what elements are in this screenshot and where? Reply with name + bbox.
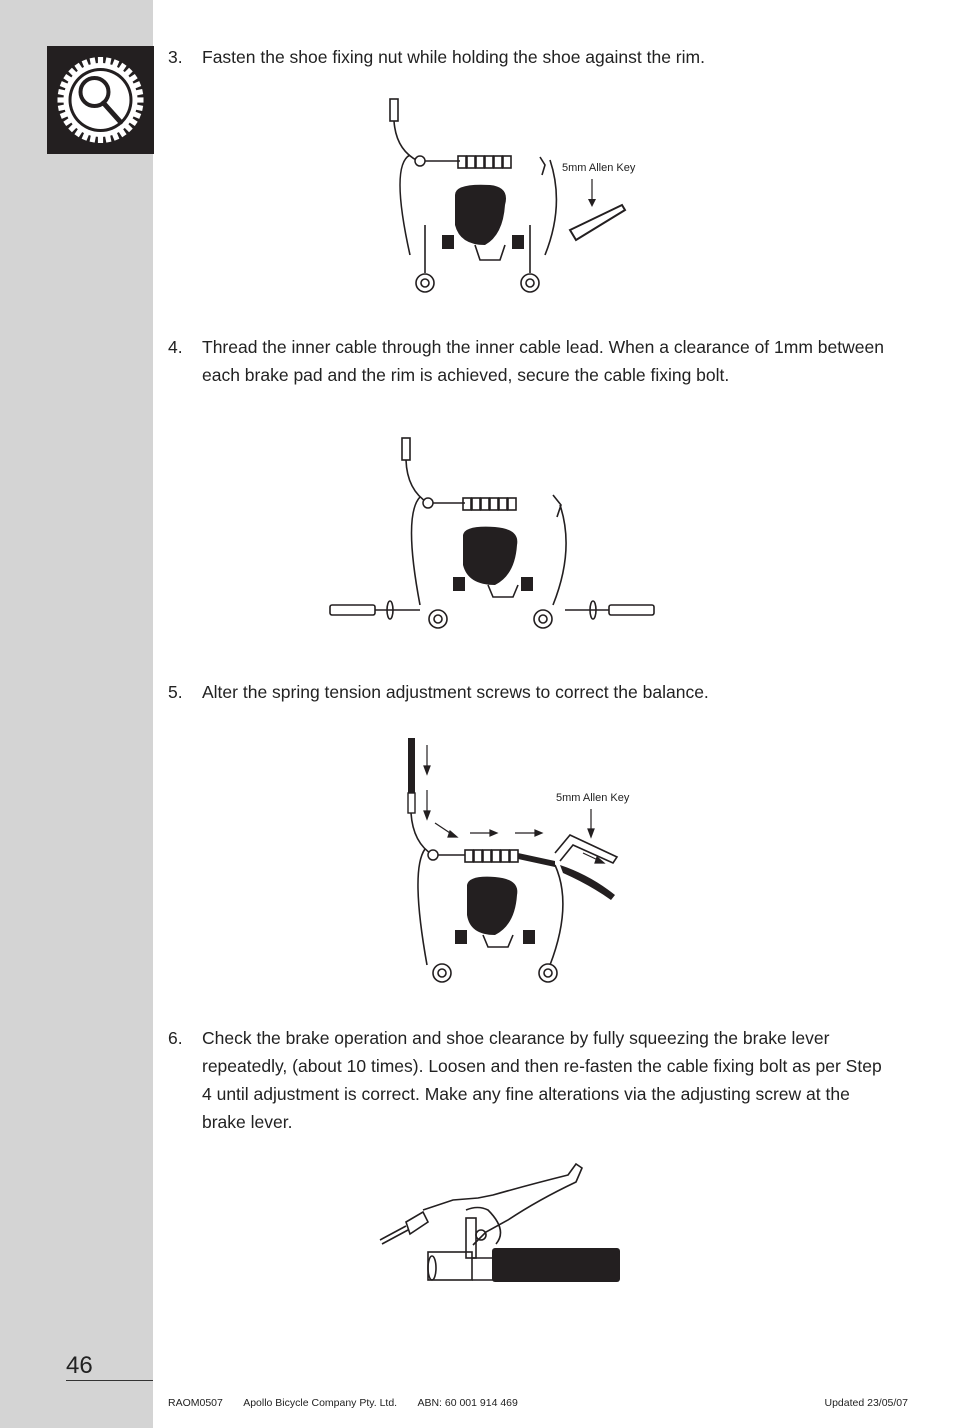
step-text: Check the brake operation and shoe clearance by fully squeezing the brake lever repeatedly, (about 10 times). Loosen and then re-fasten the cable fixing bolt as per Step 4 until adjustment is correct. Make any fine alterations via the adjusting screw at the brake lever. [202,1028,882,1132]
footer-updated: Updated 23/05/07 [824,1397,908,1409]
step-number: 6. [168,1028,183,1048]
step-text: Thread the inner cable through the inner cable lead. When a clearance of 1mm between each brake pad and the rim is achieved, secure the cable fixing bolt. [202,337,884,385]
cable-boot [458,156,511,168]
allen-key-label: 5mm Allen Key [556,792,630,804]
document-code: RAOM0507 [168,1397,223,1409]
step-text: Alter the spring tension adjustment screws to correct the balance. [202,682,709,702]
company-name: Apollo Bicycle Company Pty. Ltd. [243,1397,398,1409]
left-margin-band [0,0,153,1428]
brake-lever-figure [378,1160,624,1285]
step-text: Fasten the shoe fixing nut while holding the shoe against the rim. [202,47,705,67]
magnifier-gear-icon [47,46,154,154]
brake-shoe-fastening-figure [370,95,660,300]
spring-tension-figure [395,735,640,990]
step-number: 4. [168,337,183,357]
page-number-rule [66,1380,153,1381]
footer-left [168,1397,536,1409]
abn-number: ABN: 60 001 914 469 [417,1397,518,1409]
cable-fixing-figure [325,435,660,635]
step-number: 3. [168,47,183,67]
section-badge [47,46,154,154]
allen-key-label: 5mm Allen Key [562,162,636,174]
page-number: 46 [66,1352,93,1379]
step-number: 5. [168,682,183,702]
